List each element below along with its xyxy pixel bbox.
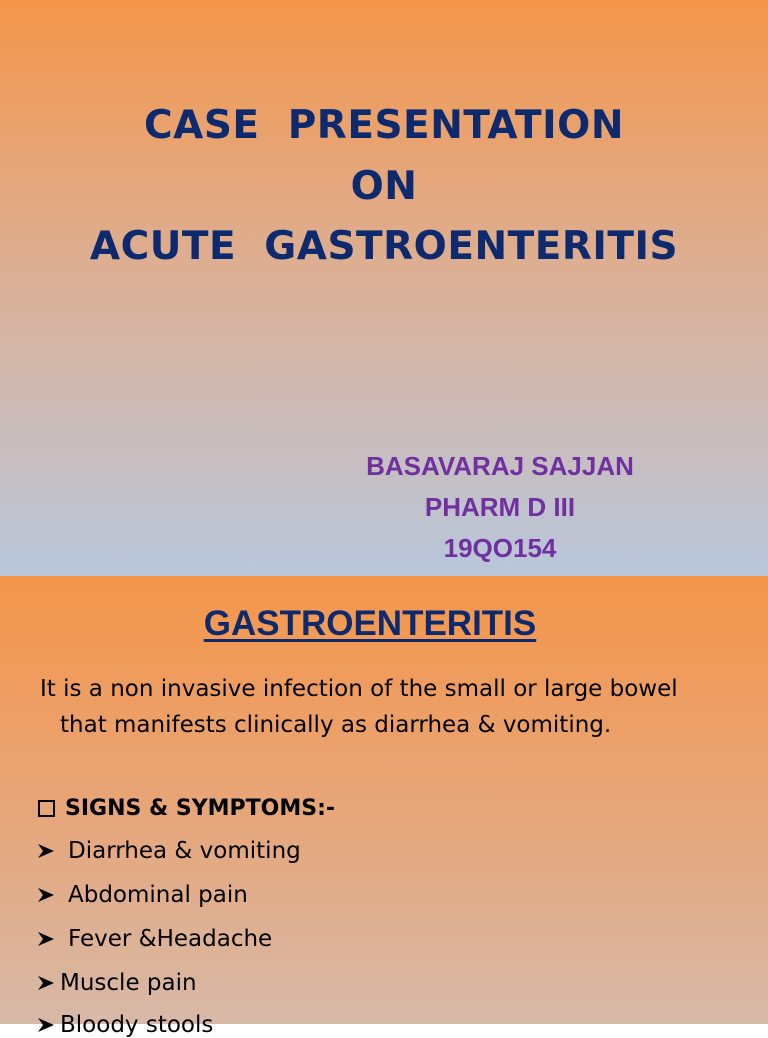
bullet-label: Fever &Headache <box>68 926 273 952</box>
definition-line-1: It is a non invasive infection of the small or large bowel <box>40 676 678 702</box>
bullet-label: Diarrhea & vomiting <box>68 838 301 864</box>
arrow-bullet-icon <box>36 973 56 993</box>
arrow-bullet-icon <box>36 841 56 861</box>
bullet-label: Bloody stools <box>60 1012 214 1038</box>
title-line-2: ON <box>350 164 418 209</box>
arrow-bullet-icon <box>36 1015 56 1035</box>
slide-heading: GASTROENTERITIS <box>203 604 537 643</box>
author-course: PHARM D III <box>424 492 576 522</box>
bullet-label: Abdominal pain <box>68 882 248 908</box>
bullet-item <box>36 838 301 864</box>
author-name: BASAVARAJ SAJJAN <box>366 451 634 481</box>
arrow-bullet-icon <box>36 929 56 949</box>
author-id: 19QO154 <box>443 533 557 563</box>
bullet-item <box>36 970 197 996</box>
title-line-1: CASE PRESENTATION <box>144 103 624 148</box>
bullet-item <box>36 926 272 952</box>
arrow-bullet-icon <box>36 885 56 905</box>
title-line-3: ACUTE GASTROENTERITIS <box>89 224 679 269</box>
bullet-label: Muscle pain <box>60 970 197 996</box>
definition-text <box>40 671 760 743</box>
definition-slide <box>0 576 768 1038</box>
definition-line-2: that manifests clinically as diarrhea & vomiting. <box>60 712 612 738</box>
checkbox-icon <box>38 800 55 817</box>
signs-heading <box>38 796 335 821</box>
signs-heading-label: SIGNS & SYMPTOMS:- <box>65 796 336 821</box>
bullet-item <box>36 882 248 908</box>
bullet-item <box>36 1012 213 1038</box>
